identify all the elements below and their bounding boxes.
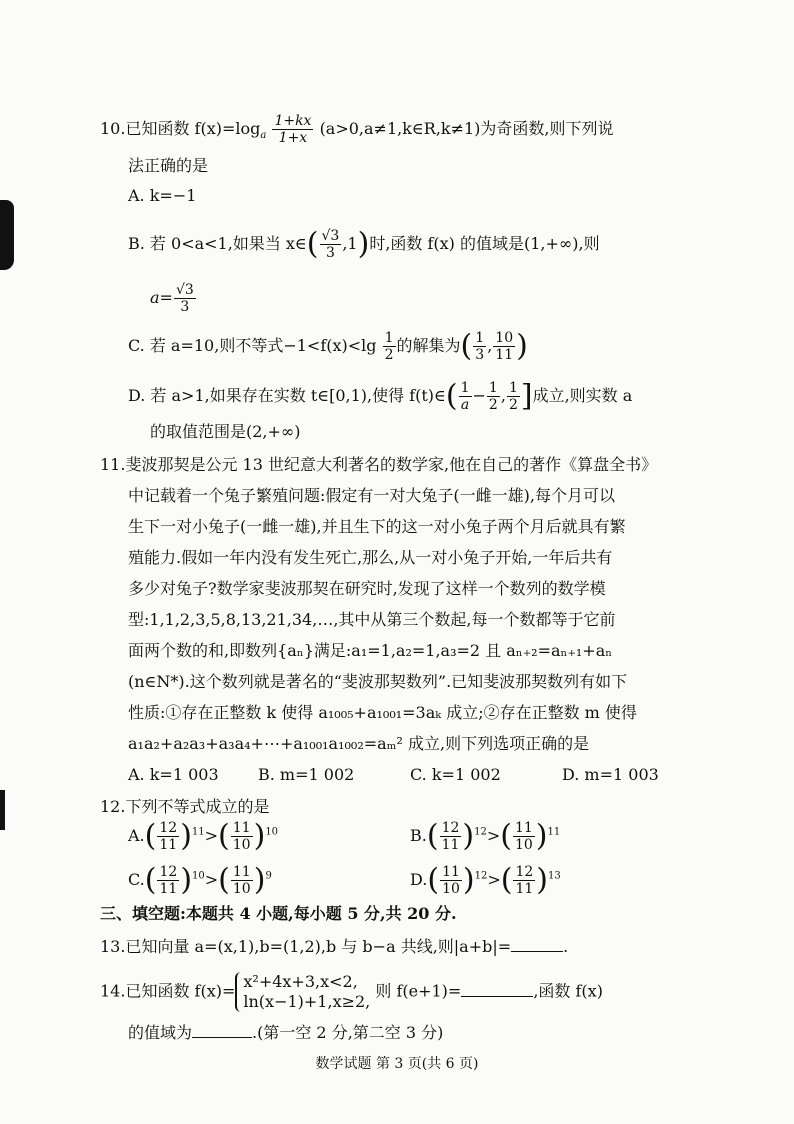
- q11-option-b: B. m=1 002: [258, 765, 355, 784]
- q11-line9: 性质:①存在正整数 k 使得 a₁₀₀₅+a₁₀₀₁=3aₖ 成立;②存在正整数 m 使得: [128, 703, 637, 722]
- q14-line2: 的值域为 .(第一空 2 分,第二空 3 分): [128, 1023, 444, 1042]
- q10-stem-line2: 法正确的是: [128, 156, 209, 175]
- section-3-heading: 三、填空题:本题共 4 小题,每小题 5 分,共 20 分.: [100, 904, 457, 923]
- q14-answer-blank-1[interactable]: [461, 982, 533, 997]
- q10-fraction: $\frac{1+kx}{1+x}$: [274, 113, 312, 146]
- q11-line1: 11.斐波那契是公元 13 世纪意大利著名的数学家,他在自己的著作《算盘全书》: [100, 455, 658, 474]
- q12-option-d: D.( $\frac{11}{10}$ )$^{12}$>( $\frac{12}{11}$ )$^{13}$: [410, 862, 561, 898]
- q10-option-a: A. k=−1: [128, 186, 197, 205]
- q11-option-a: A. k=1 003: [128, 765, 219, 784]
- q10-stem-line1: 10.已知函数 $f(x)=\log_a$ $\frac{1+kx}{1+x}$ (a>0,a≠1,k∈R,k≠1)为奇函数,则下列说: [100, 113, 614, 146]
- q12-option-a: A.( $\frac{12}{11}$ )$^{11}$>( $\frac{11}{10}$ )$^{10}$: [128, 818, 279, 854]
- q10-option-d: D. 若 a>1,如果存在实数 t∈[0,1),使得 f(t)∈( $\frac{1}{a}$ − $\frac{1}{2}$ , $\frac{1}{2}$ ]成立,则实数 a: [128, 378, 633, 414]
- q11-line2: 中记载着一个兔子繁殖问题:假定有一对大兔子(一雌一雄),每个月可以: [128, 486, 615, 505]
- q11-line5: 多少对兔子?数学家斐波那契在研究时,发现了这样一个数列的数学模: [128, 579, 606, 598]
- page-footer: 数学试题 第 3 页(共 6 页): [315, 1056, 479, 1072]
- q14-line1: 14.已知函数 f(x)= x²+4x+3,x<2, ln(x−1)+1,x≥2, 则 f(e+1)= ,函数 f(x): [100, 972, 603, 1011]
- q13: 13.已知向量 a=(x,1),b=(1,2),b 与 b−a 共线,则|a+b|= .: [100, 937, 569, 956]
- q14-piecewise: x²+4x+3,x<2, ln(x−1)+1,x≥2,: [235, 972, 370, 1012]
- q14-answer-blank-2[interactable]: [192, 1023, 252, 1038]
- q11-option-c: C. k=1 002: [410, 765, 501, 784]
- q11-line8: (n∈N*).这个数列就是著名的“斐波那契数列”.已知斐波那契数列有如下: [128, 672, 628, 691]
- scan-mark-top: [0, 200, 14, 270]
- q11-option-d: D. m=1 003: [562, 765, 659, 784]
- q10-option-b-cont: a= $\frac{√3}{3}$: [150, 282, 194, 315]
- q12-option-b: B.( $\frac{12}{11}$ )$^{12}$>( $\frac{11}{10}$ )$^{11}$: [410, 818, 561, 854]
- q10-option-c: C. 若 a=10,则不等式−1<f(x)<lg $\frac{1}{2}$ 的解集为( $\frac{1}{3}$ , $\frac{10}{11}$ ): [128, 328, 528, 364]
- q11-line3: 生下一对小兔子(一雌一雄),并且生下的这一对小兔子两个月后就具有繁: [128, 517, 626, 536]
- q11-line10: a₁a₂+a₂a₃+a₃a₄+⋯+a₁₀₀₁a₁₀₀₂=aₘ² 成立,则下列选项正确的是: [128, 734, 590, 753]
- q10-option-b: B. 若 0<a<1,如果当 x∈( $\frac{√3}{3}$ ,1)时,函数 f(x) 的值域是(1,+∞),则: [128, 226, 600, 262]
- scan-mark-bottom: [0, 790, 5, 830]
- q12-option-c: C.( $\frac{12}{11}$ )$^{10}$>( $\frac{11}{10}$ )$^9$: [128, 862, 272, 898]
- q12-stem: 12.下列不等式成立的是: [100, 797, 270, 816]
- q13-answer-blank[interactable]: [511, 937, 563, 952]
- q11-line4: 殖能力.假如一年内没有发生死亡,那么,从一对小兔子开始,一年后共有: [128, 548, 613, 567]
- q11-line7: 面两个数的和,即数列{aₙ}满足:a₁=1,a₂=1,a₃=2 且 aₙ₊₂=aₙ₊₁+aₙ: [128, 641, 613, 660]
- q11-line6: 型:1,1,2,3,5,8,13,21,34,…,其中从第三个数起,每一个数都等于它前: [128, 610, 616, 629]
- q10-option-d-cont: 的取值范围是(2,+∞): [150, 422, 301, 441]
